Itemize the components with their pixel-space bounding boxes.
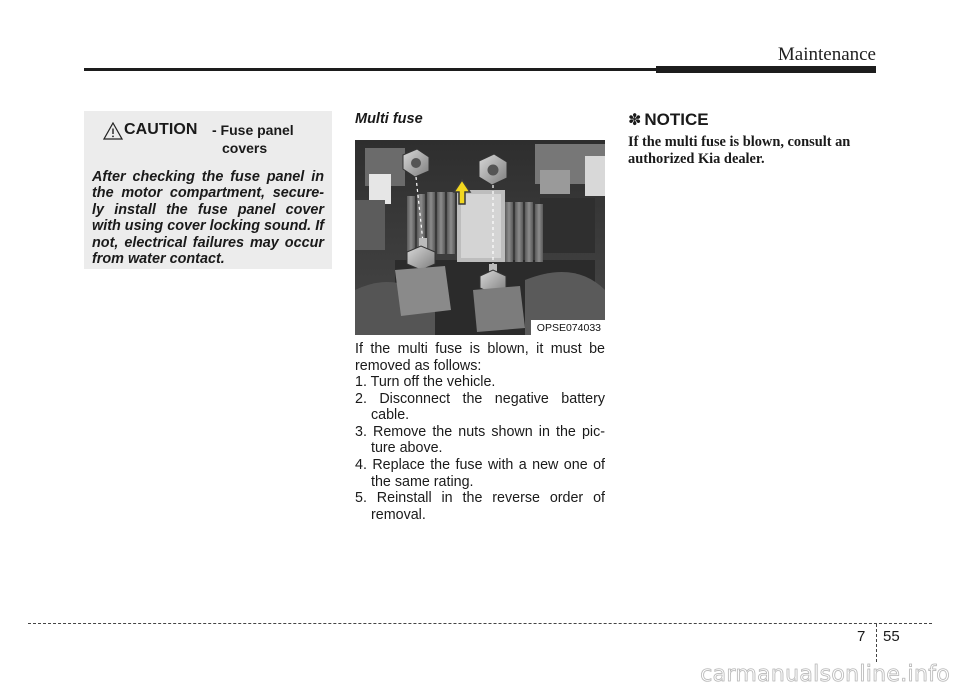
warning-triangle-icon — [103, 122, 123, 140]
page-number: 55 — [883, 628, 900, 645]
image-code: OPSE074033 — [531, 320, 605, 335]
watermark: carmanualsonline.info — [700, 662, 950, 687]
step-item: 5. Reinstall in the reverse order of removal. — [355, 490, 605, 523]
star-icon: ✽ — [628, 112, 642, 129]
caution-label: CAUTION — [124, 121, 198, 138]
step-item: 4. Replace the fuse with a new one of the same rating. — [355, 456, 605, 490]
caution-body: After checking the fuse panel in the motor compartment, secure-ly install the fuse panel cover with using cover locking sound. If not, electrical failures may occur from water contact. — [92, 169, 324, 268]
section-title: Maintenance — [777, 44, 876, 65]
step-item: 1. Turn off the vehicle. — [355, 374, 496, 390]
chapter-number: 7 — [857, 628, 866, 645]
caution-subtitle-line2: covers — [222, 140, 268, 156]
header-bar — [656, 66, 876, 73]
multi-fuse-photo — [355, 140, 605, 335]
step-item: 3. Remove the nuts shown in the pic-ture above. — [355, 423, 605, 457]
caution-header — [92, 121, 324, 159]
multi-fuse-heading: Multi fuse — [355, 111, 423, 127]
caution-subtitle-line1: - Fuse panel — [212, 122, 294, 138]
footer-divider — [876, 624, 877, 662]
notice-body: If the multi fuse is blown, consult an authorized Kia dealer. — [628, 134, 851, 167]
notice-label: NOTICE — [644, 110, 709, 129]
caution-box — [84, 111, 332, 269]
notice-heading — [628, 110, 709, 130]
multi-fuse-intro: If the multi fuse is blown, it must be removed as follows: — [355, 341, 605, 374]
fuse-illustration — [355, 140, 605, 335]
footer-rule — [28, 623, 932, 624]
header-rule — [84, 68, 656, 71]
removal-steps — [355, 374, 605, 523]
step-item: 2. Disconnect the negative battery cable. — [355, 390, 605, 424]
